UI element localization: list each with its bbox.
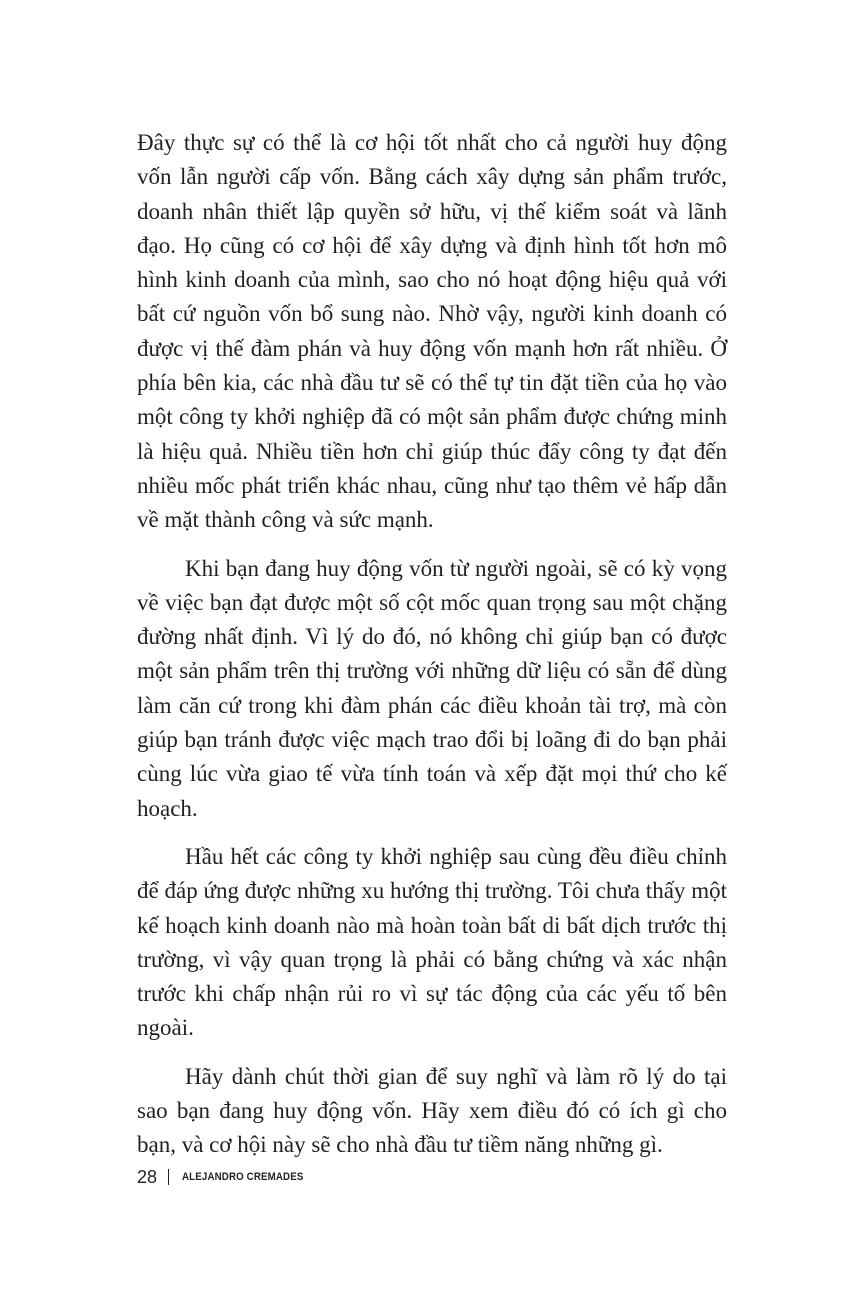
- paragraph: Hãy dành chút thời gian để suy nghĩ và làm rõ lý do tại sao bạn đang huy động vốn. Hãy xem điều đó có ích gì cho bạn, và cơ hội này sẽ cho nhà đầu tư tiềm năng những gì.: [137, 1063, 727, 1158]
- author-name: ALEJANDRO CREMADES: [182, 1171, 304, 1183]
- body-text: [137, 126, 727, 1177]
- page-footer: [137, 1165, 320, 1189]
- paragraph: Đây thực sự có thể là cơ hội tốt nhất cho cả người huy động vốn lẫn người cấp vốn. Bằng cách xây dựng sản phẩm trước, doanh nhân thiết lập quyền sở hữu, vị thế kiểm soát và lãnh đạo. Họ cũng có cơ hội để xây dựng và định hình tốt hơn mô hình kinh doanh của mình, sao cho nó hoạt động hiệu quả với bất cứ nguồn vốn bổ sung nào. Nhờ vậy, người kinh doanh có được vị thế đàm phán và huy động vốn mạnh hơn rất nhiều. Ở phía bên kia, các nhà đầu tư sẽ có thể tự tin đặt tiền của họ vào một công ty khởi nghiệp đã có một sản phẩm được chứng minh là hiệu quả. Nhiều tiền hơn chỉ giúp thúc đẩy công ty đạt đến nhiều mốc phát triển khác nhau, cũng như tạo thêm vẻ hấp dẫn về mặt thành công và sức mạnh.: [137, 130, 727, 533]
- page-number: 28: [137, 1166, 158, 1187]
- footer-divider: [168, 1169, 169, 1185]
- paragraph: Hầu hết các công ty khởi nghiệp sau cùng đều điều chỉnh để đáp ứng được những xu hướng thị trường. Tôi chưa thấy một kế hoạch kinh doanh nào mà hoàn toàn bất di bất dịch trước thị trường, vì vậy quan trọng là phải có bằng chứng và xác nhận trước khi chấp nhận rủi ro vì sự tác động của các yếu tố bên ngoài.: [137, 843, 727, 1041]
- paragraph: Khi bạn đang huy động vốn từ người ngoài, sẽ có kỳ vọng về việc bạn đạt được một số cột mốc quan trọng sau một chặng đường nhất định. Vì lý do đó, nó không chỉ giúp bạn có được một sản phẩm trên thị trường với những dữ liệu có sẵn để dùng làm căn cứ trong khi đàm phán các điều khoản tài trợ, mà còn giúp bạn tránh được việc mạch trao đổi bị loãng đi do bạn phải cùng lúc vừa giao tế vừa tính toán và xếp đặt mọi thứ cho kế hoạch.: [137, 555, 727, 821]
